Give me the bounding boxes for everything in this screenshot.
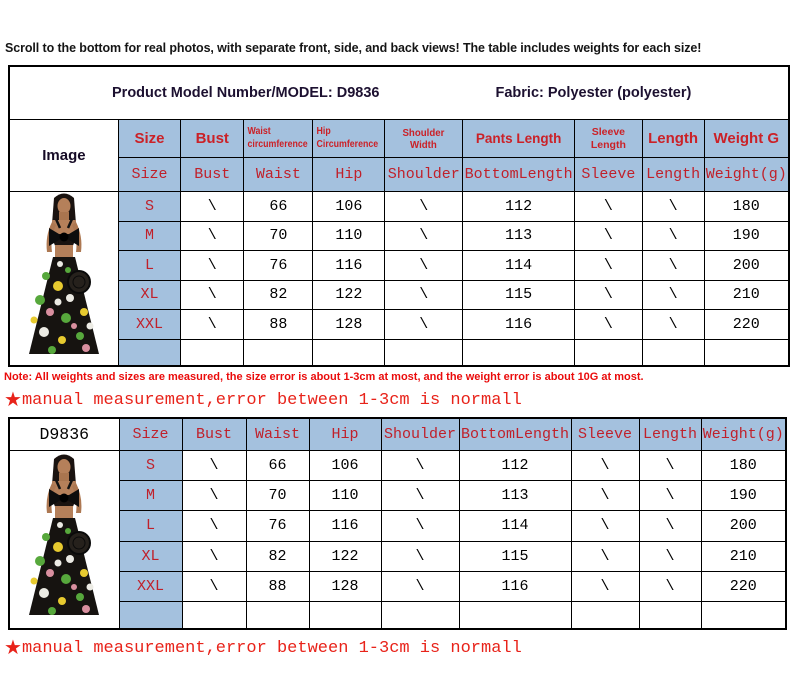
subheader-waist: Waist <box>246 418 309 451</box>
subheader-hip: Hip <box>313 158 385 192</box>
empty-cell <box>385 339 463 366</box>
subheader-bust: Bust <box>181 158 244 192</box>
measurement-note: Note: All weights and sizes are measured, the size error is about 1-3cm at most, and the weight error is about 10G at most. <box>4 371 644 383</box>
cell-hip: 128 <box>313 310 385 340</box>
size-row-xxl <box>9 310 789 340</box>
empty-cell <box>244 339 313 366</box>
model-photo <box>22 192 106 360</box>
cell-bust: \ <box>182 481 246 511</box>
cell-length: \ <box>639 541 701 571</box>
row-label-size: XL <box>119 541 182 571</box>
empty-cell <box>571 601 639 629</box>
cell-length: \ <box>642 192 704 222</box>
cell-bottom-length: 114 <box>463 251 575 281</box>
cell-weight: 190 <box>701 481 786 511</box>
row-label-size: S <box>119 451 182 481</box>
col-header-hip-text: Hip Circumference <box>316 126 379 150</box>
col-header-size: Size <box>118 120 180 158</box>
empty-cell <box>313 339 385 366</box>
cell-hip: 128 <box>309 571 381 601</box>
cell-sleeve: \ <box>571 481 639 511</box>
empty-cell <box>639 601 701 629</box>
cell-waist: 70 <box>246 481 309 511</box>
empty-cell <box>701 601 786 629</box>
product-header-cell <box>9 66 789 120</box>
empty-cell <box>246 601 309 629</box>
empty-cell <box>642 339 704 366</box>
top-banner-text: Scroll to the bottom for real photos, with separate front, side, and back views! The table includes weights for each size! <box>5 41 702 55</box>
cell-weight: 220 <box>704 310 789 340</box>
col-header-waist-text: Waist circumference <box>247 126 309 150</box>
cell-bust: \ <box>182 451 246 481</box>
cell-hip: 110 <box>309 481 381 511</box>
cell-weight: 190 <box>704 221 789 251</box>
size-table-primary <box>8 65 790 367</box>
subheader-waist: Waist <box>244 158 313 192</box>
cell-bottom-length: 113 <box>463 221 575 251</box>
cell-bottom-length: 112 <box>463 192 575 222</box>
col-header-shoulder-text: Shoulder Width <box>402 126 445 151</box>
size-row-xl <box>9 541 786 571</box>
subheader-length: Length <box>642 158 704 192</box>
star-note-text: manual measurement,error between 1-3cm is normall <box>21 639 522 658</box>
col-header-length: Length <box>642 120 704 158</box>
subheader-hip: Hip <box>309 418 381 451</box>
star-note-1 <box>4 387 522 411</box>
subheader-shoulder: Shoulder <box>385 158 463 192</box>
cell-sleeve: \ <box>575 251 643 281</box>
cell-length: \ <box>639 481 701 511</box>
model-number-cell: D9836 <box>9 418 119 451</box>
size-row-l <box>9 511 786 541</box>
cell-length: \ <box>642 310 704 340</box>
subheader-size: Size <box>118 158 180 192</box>
cell-bust: \ <box>182 511 246 541</box>
cell-shoulder: \ <box>385 251 463 281</box>
model-photo-cell <box>9 192 118 367</box>
cell-weight: 200 <box>704 251 789 281</box>
cell-bottom-length: 114 <box>459 511 571 541</box>
cell-bottom-length: 115 <box>459 541 571 571</box>
cell-shoulder: \ <box>381 511 459 541</box>
cell-shoulder: \ <box>381 481 459 511</box>
subheader-weight: Weight(g) <box>704 158 789 192</box>
subheader-length: Length <box>639 418 701 451</box>
fabric-label: Fabric: Polyester (polyester) <box>495 85 692 101</box>
row-label-size: S <box>118 192 180 222</box>
subheader-sleeve: Sleeve <box>571 418 639 451</box>
product-model-label: Product Model Number/MODEL: D9836 <box>112 85 380 101</box>
size-table-secondary <box>8 417 787 630</box>
model-photo-cell <box>9 451 119 630</box>
empty-cell <box>381 601 459 629</box>
cell-length: \ <box>639 571 701 601</box>
cell-shoulder: \ <box>385 310 463 340</box>
cell-waist: 66 <box>244 192 313 222</box>
cell-waist: 82 <box>246 541 309 571</box>
empty-cell <box>309 601 381 629</box>
cell-shoulder: \ <box>385 280 463 310</box>
cell-length: \ <box>642 280 704 310</box>
cell-hip: 106 <box>313 192 385 222</box>
size-row-xl <box>9 280 789 310</box>
col-header-shoulder-width <box>385 120 463 158</box>
cell-bottom-length: 113 <box>459 481 571 511</box>
cell-shoulder: \ <box>385 192 463 222</box>
cell-sleeve: \ <box>571 451 639 481</box>
subheader-size: Size <box>119 418 182 451</box>
empty-cell <box>575 339 643 366</box>
cell-bottom-length: 115 <box>463 280 575 310</box>
cell-length: \ <box>639 451 701 481</box>
table2-header-row <box>9 418 786 451</box>
star-note-text: manual measurement,error between 1-3cm is normall <box>21 391 522 410</box>
size-row-s <box>9 192 789 222</box>
cell-hip: 122 <box>309 541 381 571</box>
row-label-size-empty <box>119 601 182 629</box>
cell-hip: 116 <box>313 251 385 281</box>
cell-length: \ <box>642 221 704 251</box>
empty-cell <box>182 601 246 629</box>
star-icon: ★ <box>4 635 22 659</box>
size-row-m <box>9 481 786 511</box>
cell-waist: 70 <box>244 221 313 251</box>
cell-waist: 88 <box>244 310 313 340</box>
subheader-shoulder: Shoulder <box>381 418 459 451</box>
empty-cell <box>181 339 244 366</box>
cell-hip: 106 <box>309 451 381 481</box>
row-label-size: XXL <box>118 310 180 340</box>
empty-row <box>9 601 786 629</box>
cell-waist: 82 <box>244 280 313 310</box>
cell-sleeve: \ <box>575 310 643 340</box>
cell-hip: 110 <box>313 221 385 251</box>
cell-weight: 220 <box>701 571 786 601</box>
col-header-hip-circumference <box>313 120 385 158</box>
size-row-l <box>9 251 789 281</box>
cell-shoulder: \ <box>381 571 459 601</box>
cell-length: \ <box>642 251 704 281</box>
cell-weight: 200 <box>701 511 786 541</box>
cell-sleeve: \ <box>571 511 639 541</box>
row-label-size: XL <box>118 280 180 310</box>
model-photo <box>22 451 106 623</box>
row-label-size: M <box>118 221 180 251</box>
cell-sleeve: \ <box>571 571 639 601</box>
size-row-s <box>9 451 786 481</box>
product-header-row <box>9 66 789 120</box>
subheader-bottom-length: BottomLength <box>459 418 571 451</box>
cell-sleeve: \ <box>571 541 639 571</box>
column-header-row-1 <box>9 120 789 158</box>
cell-bottom-length: 112 <box>459 451 571 481</box>
cell-bottom-length: 116 <box>459 571 571 601</box>
size-row-xxl <box>9 571 786 601</box>
cell-bottom-length: 116 <box>463 310 575 340</box>
cell-shoulder: \ <box>381 451 459 481</box>
col-header-sleeve-length: Sleeve Length <box>575 120 643 158</box>
empty-row <box>9 339 789 366</box>
cell-shoulder: \ <box>385 221 463 251</box>
subheader-weight: Weight(g) <box>701 418 786 451</box>
cell-bust: \ <box>181 221 244 251</box>
row-label-size-empty <box>118 339 180 366</box>
cell-bust: \ <box>181 310 244 340</box>
column-header-row-2 <box>9 158 789 192</box>
cell-sleeve: \ <box>575 280 643 310</box>
col-header-weight-g: Weight G <box>704 120 789 158</box>
cell-waist: 76 <box>244 251 313 281</box>
row-label-size: L <box>118 251 180 281</box>
image-column-header: Image <box>9 120 118 192</box>
cell-length: \ <box>639 511 701 541</box>
cell-bust: \ <box>181 251 244 281</box>
subheader-bottom-length: BottomLength <box>463 158 575 192</box>
size-row-m <box>9 221 789 251</box>
cell-waist: 66 <box>246 451 309 481</box>
cell-bust: \ <box>181 280 244 310</box>
row-label-size: L <box>119 511 182 541</box>
col-header-pants-length: Pants Length <box>463 120 575 158</box>
cell-waist: 76 <box>246 511 309 541</box>
col-header-waist-circumference <box>244 120 313 158</box>
cell-weight: 210 <box>701 541 786 571</box>
empty-cell <box>704 339 789 366</box>
empty-cell <box>459 601 571 629</box>
col-header-bust: Bust <box>181 120 244 158</box>
cell-shoulder: \ <box>381 541 459 571</box>
cell-weight: 180 <box>701 451 786 481</box>
star-icon: ★ <box>4 387 22 411</box>
cell-sleeve: \ <box>575 221 643 251</box>
cell-hip: 116 <box>309 511 381 541</box>
subheader-bust: Bust <box>182 418 246 451</box>
row-label-size: XXL <box>119 571 182 601</box>
cell-bust: \ <box>181 192 244 222</box>
cell-waist: 88 <box>246 571 309 601</box>
cell-bust: \ <box>182 571 246 601</box>
row-label-size: M <box>119 481 182 511</box>
cell-hip: 122 <box>313 280 385 310</box>
cell-bust: \ <box>182 541 246 571</box>
cell-weight: 180 <box>704 192 789 222</box>
cell-weight: 210 <box>704 280 789 310</box>
subheader-sleeve: Sleeve <box>575 158 643 192</box>
star-note-2 <box>4 635 522 659</box>
empty-cell <box>463 339 575 366</box>
cell-sleeve: \ <box>575 192 643 222</box>
